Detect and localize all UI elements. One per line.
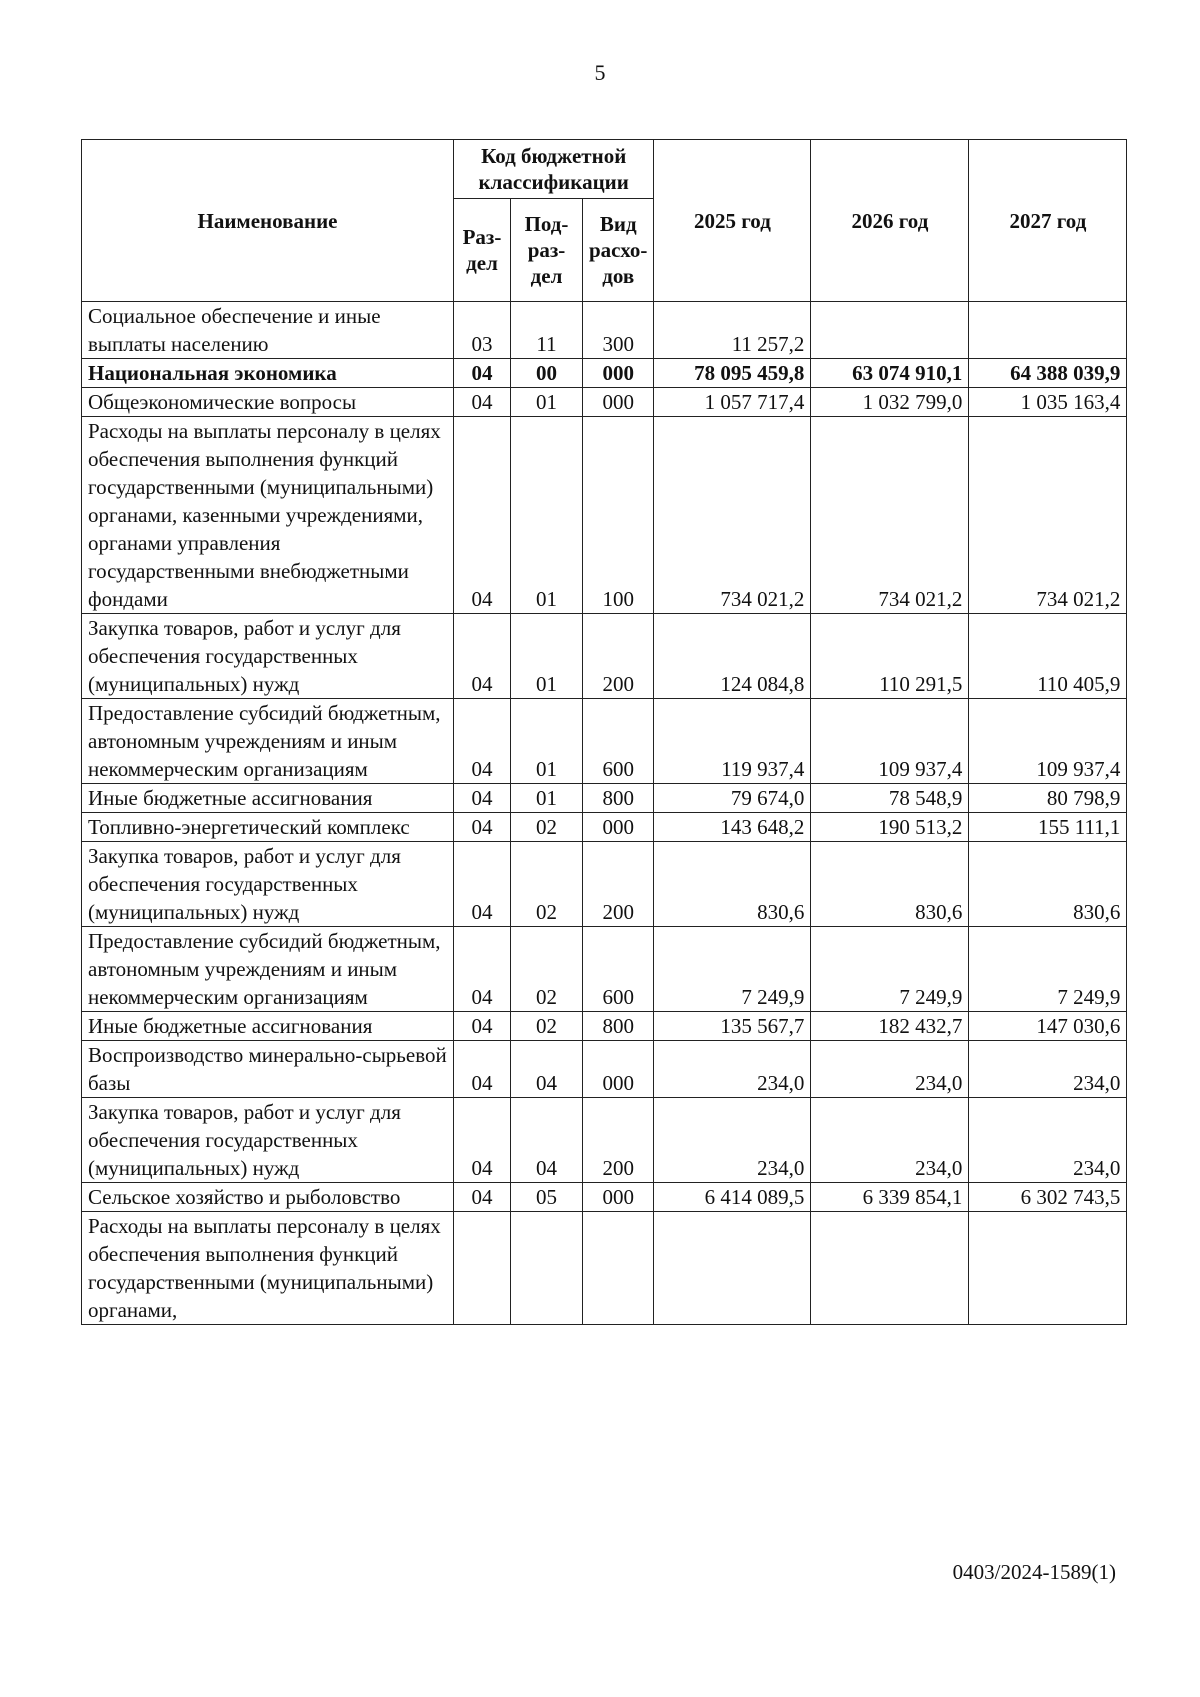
cell-2026: [811, 1212, 969, 1325]
cell-2025: 79 674,0: [654, 784, 811, 813]
cell-2026: 1 032 799,0: [811, 388, 969, 417]
cell-name: Закупка товаров, работ и услуг для обеспечения государственных (муниципальных) нужд: [82, 842, 454, 927]
cell-name: Расходы на выплаты персоналу в целях обеспечения выполнения функций государственными (муниципальными) органами,: [82, 1212, 454, 1325]
cell-2027: 234,0: [969, 1041, 1127, 1098]
cell-2027: 110 405,9: [969, 614, 1127, 699]
cell-2027: 6 302 743,5: [969, 1183, 1127, 1212]
cell-expense-type: 200: [583, 1098, 654, 1183]
cell-subsection: 05: [511, 1183, 583, 1212]
cell-2025: 1 057 717,4: [654, 388, 811, 417]
cell-expense-type: 200: [583, 614, 654, 699]
cell-subsection: 02: [511, 1012, 583, 1041]
header-section: Раз-дел: [454, 199, 511, 302]
cell-section: 04: [454, 699, 511, 784]
cell-subsection: 01: [511, 614, 583, 699]
cell-subsection: 01: [511, 699, 583, 784]
cell-2026: 830,6: [811, 842, 969, 927]
cell-name: Закупка товаров, работ и услуг для обеспечения государственных (муниципальных) нужд: [82, 1098, 454, 1183]
cell-name: Национальная экономика: [82, 359, 454, 388]
cell-name: Предоставление субсидий бюджетным, автономным учреждениям и иным некоммерческим организациям: [82, 699, 454, 784]
cell-2025: 734 021,2: [654, 417, 811, 614]
table-row: [82, 1183, 1127, 1212]
cell-subsection: 00: [511, 359, 583, 388]
cell-2025: 135 567,7: [654, 1012, 811, 1041]
cell-2025: [654, 1212, 811, 1325]
cell-name: Топливно-энергетический комплекс: [82, 813, 454, 842]
cell-section: 04: [454, 927, 511, 1012]
table-row: [82, 302, 1127, 359]
cell-expense-type: 000: [583, 813, 654, 842]
cell-2026: 6 339 854,1: [811, 1183, 969, 1212]
header-expense-type: Вид расхо-дов: [583, 199, 654, 302]
cell-subsection: [511, 1212, 583, 1325]
cell-2025: 234,0: [654, 1041, 811, 1098]
cell-section: 04: [454, 1012, 511, 1041]
cell-2026: 63 074 910,1: [811, 359, 969, 388]
table-row: [82, 927, 1127, 1012]
cell-name: Сельское хозяйство и рыболовство: [82, 1183, 454, 1212]
cell-2026: 234,0: [811, 1041, 969, 1098]
cell-expense-type: [583, 1212, 654, 1325]
cell-2025: 830,6: [654, 842, 811, 927]
table-body: [82, 302, 1127, 1325]
cell-subsection: 04: [511, 1041, 583, 1098]
cell-2025: 234,0: [654, 1098, 811, 1183]
cell-expense-type: 300: [583, 302, 654, 359]
cell-section: 03: [454, 302, 511, 359]
cell-expense-type: 000: [583, 1183, 654, 1212]
cell-2026: 110 291,5: [811, 614, 969, 699]
cell-expense-type: 800: [583, 1012, 654, 1041]
table-row: [82, 699, 1127, 784]
header-year-2027: 2027 год: [969, 140, 1127, 302]
cell-section: 04: [454, 359, 511, 388]
cell-2027: 830,6: [969, 842, 1127, 927]
cell-2027: [969, 1212, 1127, 1325]
cell-name: Закупка товаров, работ и услуг для обеспечения государственных (муниципальных) нужд: [82, 614, 454, 699]
cell-2026: 234,0: [811, 1098, 969, 1183]
table-row: [82, 359, 1127, 388]
cell-section: 04: [454, 614, 511, 699]
cell-name: Воспроизводство минерально-сырьевой базы: [82, 1041, 454, 1098]
cell-section: 04: [454, 1098, 511, 1183]
header-year-2026: 2026 год: [811, 140, 969, 302]
cell-2026: 109 937,4: [811, 699, 969, 784]
table-row: [82, 1212, 1127, 1325]
cell-expense-type: 100: [583, 417, 654, 614]
cell-2025: 143 648,2: [654, 813, 811, 842]
cell-name: Расходы на выплаты персоналу в целях обеспечения выполнения функций государственными (муниципальными) органами, казенными учреждениями, органами управления государственными внебюджетными фондами: [82, 417, 454, 614]
cell-2025: 6 414 089,5: [654, 1183, 811, 1212]
cell-2025: 124 084,8: [654, 614, 811, 699]
cell-subsection: 02: [511, 927, 583, 1012]
cell-2027: 147 030,6: [969, 1012, 1127, 1041]
cell-section: 04: [454, 842, 511, 927]
cell-subsection: 01: [511, 388, 583, 417]
cell-2027: 7 249,9: [969, 927, 1127, 1012]
budget-table: [81, 139, 1127, 1325]
cell-name: Социальное обеспечение и иные выплаты населению: [82, 302, 454, 359]
cell-2027: 1 035 163,4: [969, 388, 1127, 417]
document-id: 0403/2024-1589(1): [952, 1560, 1116, 1584]
cell-expense-type: 600: [583, 927, 654, 1012]
cell-2027: 155 111,1: [969, 813, 1127, 842]
cell-name: Иные бюджетные ассигнования: [82, 784, 454, 813]
cell-section: 04: [454, 784, 511, 813]
header-subsection: Под-раз-дел: [511, 199, 583, 302]
cell-subsection: 02: [511, 813, 583, 842]
cell-2027: 80 798,9: [969, 784, 1127, 813]
cell-2027: 64 388 039,9: [969, 359, 1127, 388]
cell-2026: 190 513,2: [811, 813, 969, 842]
cell-2026: 7 249,9: [811, 927, 969, 1012]
cell-2027: 234,0: [969, 1098, 1127, 1183]
cell-subsection: 04: [511, 1098, 583, 1183]
cell-expense-type: 800: [583, 784, 654, 813]
cell-2027: 109 937,4: [969, 699, 1127, 784]
cell-2026: 78 548,9: [811, 784, 969, 813]
page-number: 5: [594, 60, 606, 85]
cell-name: Иные бюджетные ассигнования: [82, 1012, 454, 1041]
table-row: [82, 842, 1127, 927]
cell-section: 04: [454, 417, 511, 614]
header-year-2025: 2025 год: [654, 140, 811, 302]
table-row: [82, 813, 1127, 842]
table-row: [82, 1041, 1127, 1098]
cell-name: Общеэкономические вопросы: [82, 388, 454, 417]
cell-2025: 7 249,9: [654, 927, 811, 1012]
cell-expense-type: 200: [583, 842, 654, 927]
cell-expense-type: 000: [583, 1041, 654, 1098]
cell-subsection: 11: [511, 302, 583, 359]
cell-section: 04: [454, 813, 511, 842]
cell-2027: [969, 302, 1127, 359]
cell-2026: 182 432,7: [811, 1012, 969, 1041]
cell-2027: 734 021,2: [969, 417, 1127, 614]
cell-2025: 11 257,2: [654, 302, 811, 359]
cell-2026: [811, 302, 969, 359]
cell-expense-type: 600: [583, 699, 654, 784]
cell-subsection: 01: [511, 417, 583, 614]
table-row: [82, 388, 1127, 417]
table-row: [82, 614, 1127, 699]
cell-expense-type: 000: [583, 359, 654, 388]
cell-subsection: 01: [511, 784, 583, 813]
cell-section: [454, 1212, 511, 1325]
cell-section: 04: [454, 1183, 511, 1212]
table-row: [82, 417, 1127, 614]
cell-2025: 78 095 459,8: [654, 359, 811, 388]
header-code-group: Код бюджетной классификации: [454, 140, 654, 199]
cell-section: 04: [454, 388, 511, 417]
cell-expense-type: 000: [583, 388, 654, 417]
table-row: [82, 784, 1127, 813]
cell-2025: 119 937,4: [654, 699, 811, 784]
cell-section: 04: [454, 1041, 511, 1098]
header-name: Наименование: [82, 140, 454, 302]
cell-2026: 734 021,2: [811, 417, 969, 614]
table-row: [82, 1098, 1127, 1183]
table-row: [82, 1012, 1127, 1041]
cell-name: Предоставление субсидий бюджетным, автономным учреждениям и иным некоммерческим организациям: [82, 927, 454, 1012]
cell-subsection: 02: [511, 842, 583, 927]
